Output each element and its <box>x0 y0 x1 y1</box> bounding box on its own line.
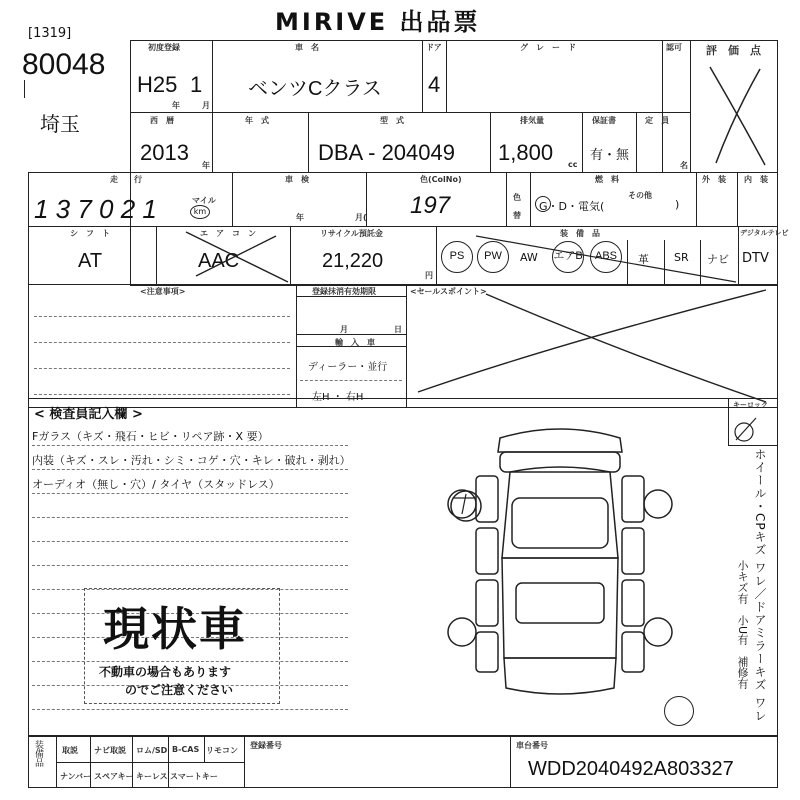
validity-label: 登録抹消有効期限 <box>312 287 376 296</box>
shift-label: シ フ ト <box>70 229 110 238</box>
score-cross-mark <box>690 55 778 172</box>
keylock-label: キーロック <box>733 401 768 409</box>
drive-side: 左H ・ 右H <box>312 392 364 403</box>
model-year-label: 年 式 <box>245 116 269 125</box>
supplies-label: 装備品 <box>33 740 43 767</box>
supply-plate: ナンバー <box>60 772 92 781</box>
spare-tire-circle <box>664 696 694 726</box>
side-note-wheel: ホイール・CPキズ ワレ／ドアミラーキズ ワレ <box>753 448 767 723</box>
supply-bcas: B-CAS <box>172 745 200 754</box>
car-name: ベンツCクラス <box>248 78 382 100</box>
supply-smart-key: スマートキー <box>170 772 218 781</box>
notes-label: <注意事項> <box>140 287 186 296</box>
equip-abs: ABS <box>590 241 622 273</box>
equip-sr: SR <box>674 251 689 264</box>
supply-rom-sd: ロム/SD <box>136 746 168 755</box>
fuel-label: 燃 料 <box>595 175 619 184</box>
lot-number: 80048 <box>22 48 106 81</box>
door-label: ドア <box>426 43 442 52</box>
equip-navi: ナビ <box>707 253 729 266</box>
equip-cross-mark <box>436 226 738 284</box>
equip-aw: AW <box>520 251 538 264</box>
car-damage-diagram <box>440 418 680 708</box>
inspector-line-interior: 内装（キズ・スレ・汚れ・シミ・コゲ・穴・キレ・破れ・剥れ） <box>32 454 351 467</box>
status-stamp <box>84 588 280 704</box>
warranty-value: 有・無 <box>590 148 630 163</box>
recycle-label: リサイクル預託金 <box>320 229 383 238</box>
inspector-line-glass: Fガラス（キズ・飛石・ヒビ・リペア跡・X 要） <box>32 430 269 443</box>
import-label: 輸 入 車 <box>335 338 375 347</box>
recycle-value: 21,220 <box>322 250 384 272</box>
equip-leather: 革 <box>638 253 649 266</box>
lot-code: [1319] <box>28 26 72 41</box>
ac-cross-mark <box>156 226 290 284</box>
equip-airbag: エアB <box>552 241 584 273</box>
chassis-number: WDD2040492A803327 <box>528 758 734 780</box>
door-count: 4 <box>428 72 441 97</box>
disp-label: 排気量 <box>520 116 544 125</box>
mileage-label: 走 行 <box>110 175 142 184</box>
color-number: 197 <box>410 192 451 219</box>
ac-label: エ ア コ ン <box>200 229 256 238</box>
sheet-title: MIRIVE 出品票 <box>275 8 481 36</box>
supply-navi-manual: ナビ取説 <box>94 746 126 755</box>
equip-ps: PS <box>441 241 473 273</box>
year-value: 2013 <box>140 140 189 165</box>
supply-manual: 取説 <box>62 746 78 755</box>
sales-label: <セールスポイント> <box>410 287 487 296</box>
color-label: 色(ColNo) <box>420 175 462 184</box>
interior-label: 内 装 <box>744 175 768 184</box>
exterior-label: 外 装 <box>702 175 726 184</box>
supply-spare-key: スペアキー <box>94 772 134 781</box>
supply-keyless: キーレス <box>136 772 168 781</box>
equip-pw: PW <box>477 241 509 273</box>
chassis-label: 車台番号 <box>516 741 548 750</box>
capacity-label: 定 員 <box>645 116 669 125</box>
score-label: 評 価 点 <box>706 44 761 57</box>
inspector-title: < 検査員記入欄 > <box>34 407 143 422</box>
supply-remote: リモコン <box>206 746 238 755</box>
stamp-title: 現状車 <box>103 602 247 656</box>
shift-value: AT <box>78 250 103 272</box>
name-label: 車 名 <box>295 43 319 52</box>
reg-label: 初度登録 <box>148 43 180 52</box>
grade-label: グ レ ー ド <box>520 43 576 52</box>
reg-era: H25 <box>137 72 178 97</box>
side-note-repair: 小キズ有 小U有 補修有 <box>736 560 749 690</box>
keylock-check-mark <box>730 410 776 446</box>
ninka-label: 認可 <box>666 43 682 52</box>
shaken-label: 車 検 <box>285 175 309 184</box>
import-type: ディーラー・並行 <box>308 362 388 373</box>
equip-label: 装 備 品 <box>560 229 600 238</box>
reg-month: 1 <box>190 72 203 97</box>
ac-value: AAC <box>198 250 240 272</box>
registration-label: 登録番号 <box>250 741 282 750</box>
sales-cross-mark <box>406 284 778 408</box>
km-circle: km <box>190 205 210 219</box>
equip-dtv: DTV <box>742 251 769 266</box>
region-label: 埼玉 <box>40 112 80 136</box>
fuel-options: G・D・電気( <box>539 200 605 213</box>
model-code: DBA - 204049 <box>318 140 455 165</box>
warranty-label: 保証書 <box>592 116 616 125</box>
mileage-value: 1 3 7 0 2 1 <box>34 194 157 224</box>
year-label: 西 暦 <box>150 116 174 125</box>
displacement: 1,800 <box>498 140 554 165</box>
stamp-note-1: 不動車の場合もあります <box>99 665 232 679</box>
tv-label: デジタルテレビ <box>740 229 789 237</box>
inspector-line-audio: オーディオ（無し・穴）/ タイヤ（スタッドレス） <box>32 478 280 491</box>
stamp-note-2: のでご注意ください <box>125 683 234 697</box>
model-label: 型 式 <box>380 116 404 125</box>
